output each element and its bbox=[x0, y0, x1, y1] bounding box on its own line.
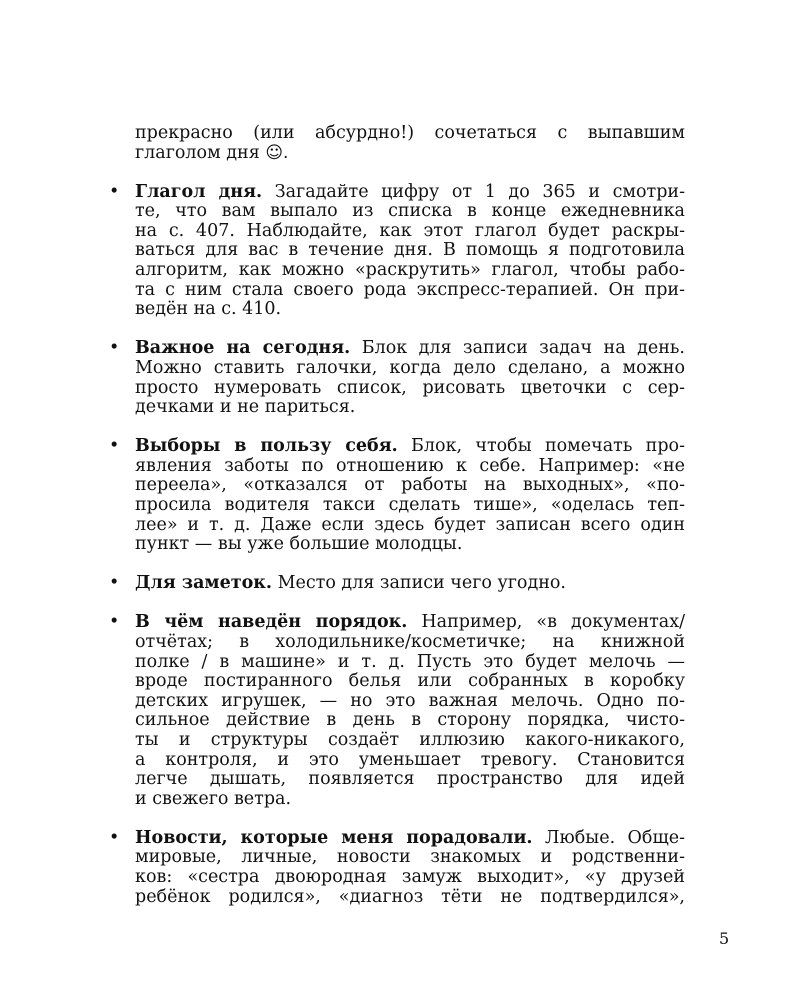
list-item-self-choices bbox=[109, 436, 685, 555]
item-line bbox=[135, 183, 685, 203]
item-line: ков: «сестра двоюродная замуж выходит», «у друзей bbox=[135, 867, 685, 887]
item-line: сильное действие в день в сторону порядка, чисто- bbox=[135, 710, 685, 731]
item-line: алгоритм, как можно «раскрутить» глагол, чтобы рабо- bbox=[135, 260, 685, 281]
item-term: Новости, которые меня порадовали. bbox=[135, 827, 533, 848]
item-line: полке / в машине» и т. д. Пусть это будет мелочь — bbox=[135, 651, 685, 672]
item-line: легче дышать, появляется пространство для идей bbox=[135, 769, 685, 790]
list-item-important-today bbox=[109, 338, 685, 418]
item-term: В чём наведён порядок. bbox=[135, 612, 408, 633]
item-line: ваться для вас в течение дня. В помощь я подготовила bbox=[135, 240, 685, 261]
intro-line-2-text: глаголом дня bbox=[135, 142, 260, 163]
item-line: дечками и не париться. bbox=[135, 397, 356, 418]
smiley-icon: ☺. bbox=[265, 142, 289, 163]
page-number: 5 bbox=[719, 929, 730, 948]
item-line bbox=[135, 437, 685, 457]
list-item-good-news bbox=[109, 827, 685, 907]
bullet-icon: • bbox=[109, 436, 120, 457]
item-line: детских игрушек, — но это важная мелочь. Одно по- bbox=[135, 690, 685, 711]
item-line: пункт — вы уже большие молодцы. bbox=[135, 534, 463, 555]
item-line: и свежего ветра. bbox=[135, 788, 292, 809]
item-line: лее» и т. д. Даже если здесь будет записан всего один bbox=[135, 514, 685, 535]
item-line: а контроля, и это уменьшает тревогу. Становится bbox=[135, 749, 685, 770]
item-text: Например, «в документах/ bbox=[407, 612, 685, 633]
item-line: отчётах; в холодильнике/косметичке; на книжной bbox=[135, 631, 685, 652]
intro-paragraph bbox=[135, 124, 685, 163]
item-line: просто нумеровать список, рисовать цветочки с сер- bbox=[135, 377, 685, 398]
item-line: Можно ставить галочки, когда дело сделано, а можно bbox=[135, 357, 685, 378]
item-line: вроде постиранного белья или собранных в коробку bbox=[135, 671, 685, 692]
item-line bbox=[135, 829, 685, 849]
list-item-order bbox=[109, 612, 685, 809]
item-text: Место для записи чего угодно. bbox=[272, 573, 566, 594]
page-body bbox=[109, 123, 685, 907]
bullet-icon: • bbox=[109, 573, 120, 594]
item-line bbox=[135, 574, 685, 594]
item-line: ребёнок родился», «диагноз тёти не подтвердился», bbox=[135, 886, 685, 907]
item-text: Блок для записи задач на день. bbox=[350, 338, 685, 359]
intro-line-2 bbox=[135, 144, 685, 164]
item-line: на с. 407. Наблюдайте, как этот глагол будет раскры- bbox=[135, 220, 685, 241]
list-item-verb-of-day bbox=[109, 181, 685, 320]
item-term: Выборы в пользу себя. bbox=[135, 436, 398, 457]
item-line: те, что вам выпало из списка в конце ежедневника bbox=[135, 201, 685, 222]
item-term: Глагол дня. bbox=[135, 181, 263, 202]
bullet-icon: • bbox=[109, 612, 120, 633]
item-text: Блок, чтобы помечать про- bbox=[397, 436, 685, 457]
item-text: Загадайте цифру от 1 до 365 и смотри- bbox=[262, 181, 685, 202]
item-line: та с ним стала своего рода экспресс-терапией. Он при- bbox=[135, 279, 685, 300]
item-line bbox=[135, 339, 685, 359]
list-item-notes bbox=[109, 573, 685, 594]
item-line: просила водителя такси сделать тише», «оделась теп- bbox=[135, 495, 685, 515]
item-line: мировые, личные, новости знакомых и родственни- bbox=[135, 847, 685, 868]
bullet-icon: • bbox=[109, 181, 120, 202]
intro-line-1: прекрасно (или абсурдно!) сочетаться с выпавшим bbox=[135, 123, 685, 143]
bullet-icon: • bbox=[109, 338, 120, 359]
item-line: переела», «отказался от работы на выходных», «по- bbox=[135, 475, 685, 496]
item-line bbox=[135, 613, 685, 633]
item-text: Любые. Обще- bbox=[532, 827, 685, 848]
bullet-icon: • bbox=[109, 827, 120, 848]
item-line: ведён на с. 410. bbox=[135, 299, 282, 320]
item-line: явления заботы по отношению к себе. Например: «не bbox=[135, 455, 685, 476]
item-line: ты и структуры создаёт иллюзию какого-никакого, bbox=[135, 729, 685, 750]
item-term: Для заметок. bbox=[135, 573, 273, 594]
item-term: Важное на сегодня. bbox=[135, 338, 351, 359]
